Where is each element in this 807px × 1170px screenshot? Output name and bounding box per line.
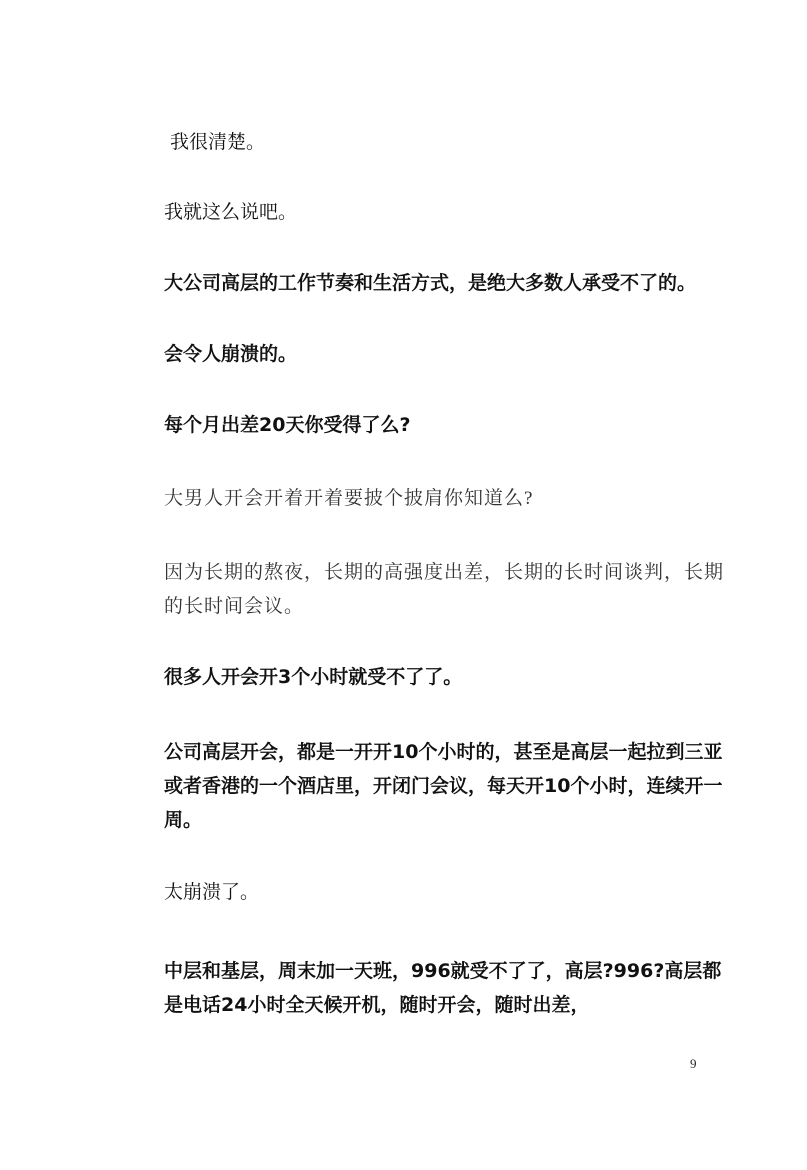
paragraph-1: 我很清楚。 [164, 131, 266, 153]
paragraph-5: 每个月出差20天你受得了么? [164, 414, 411, 436]
paragraph-11: 中层和基层，周末加一天班，996就受不了了，高层?996?高层都是电话24小时全天候开机，随时开会，随时出差， [164, 960, 722, 1016]
paragraph-3: 大公司高层的工作节奏和生活方式，是绝大多数人承受不了的。 [164, 272, 697, 294]
paragraph-6: 大男人开会开着开着要披个披肩你知道么? [164, 488, 534, 509]
paragraph-9: 公司高层开会，都是一开开10个小时的，甚至是高层一起拉到三亚或者香港的一个酒店里，开闭门会议，每天开10个小时，连续开一周。 [164, 741, 723, 831]
paragraph-10: 太崩溃了。 [164, 881, 260, 903]
paragraph-7: 因为长期的熬夜，长期的高强度出差，长期的长时间谈判，长期的长时间会议。 [164, 562, 725, 617]
page-number: 9 [690, 1056, 697, 1071]
paragraph-2: 我就这么说吧。 [164, 201, 298, 223]
paragraph-8: 很多人开会开3个小时就受不了了。 [164, 666, 463, 688]
paragraph-4: 会令人崩溃的。 [164, 343, 298, 365]
